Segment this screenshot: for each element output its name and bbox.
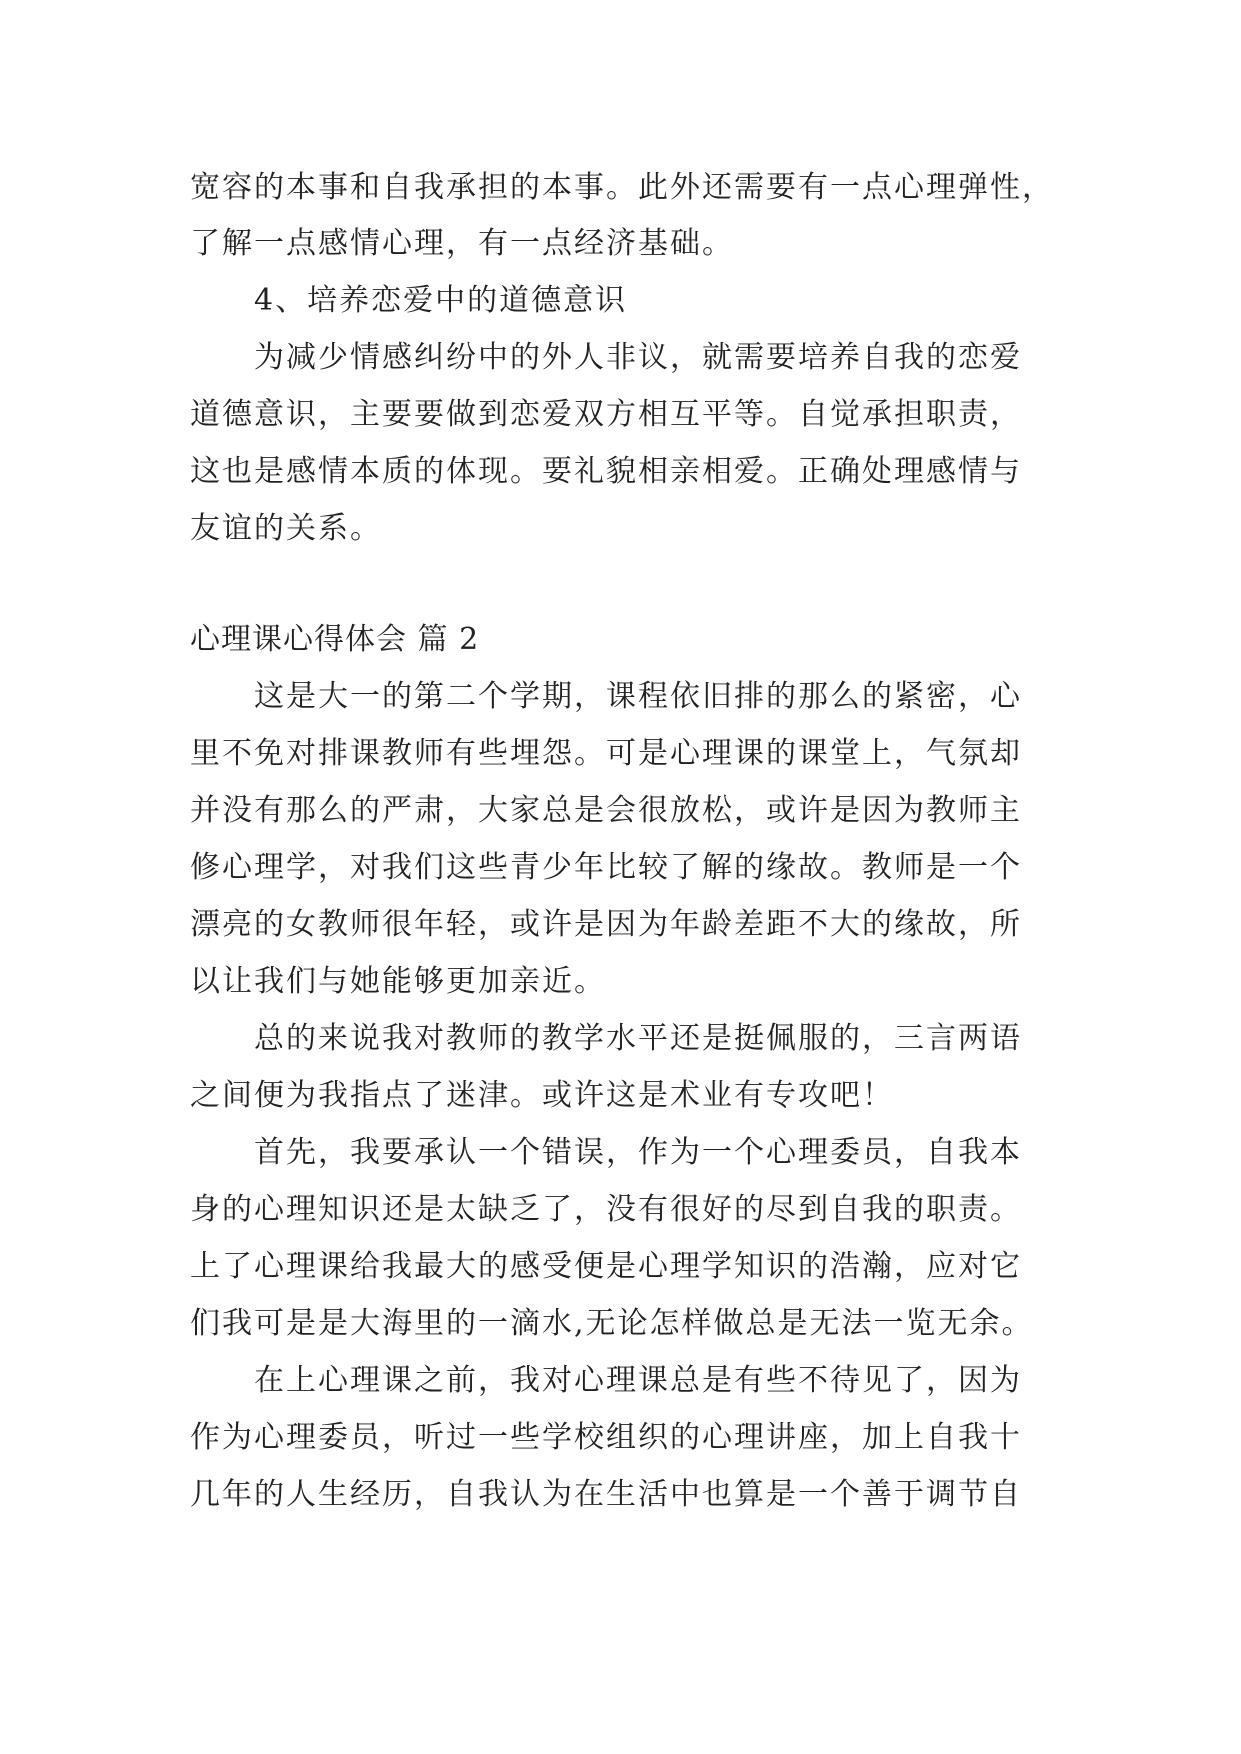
text-line: 身的心理知识还是太缺乏了，没有很好的尽到自我的职责。: [190, 1192, 1022, 1227]
text-line: 了解一点感情心理，有一点经济基础。: [190, 226, 734, 261]
section-heading: 4、培养恋爱中的道德意识: [254, 283, 628, 318]
text-line: 这是大一的第二个学期，课程依旧排的那么的紧密，心: [254, 679, 1022, 714]
text-line: 这也是感情本质的体现。要礼貌相亲相爱。正确处理感情与: [190, 454, 1022, 489]
text-line: 里不免对排课教师有些埋怨。可是心理课的课堂上，气氛却: [190, 736, 1022, 771]
text-line: 为减少情感纠纷中的外人非议，就需要培养自我的恋爱: [254, 340, 1022, 375]
chapter-title: 心理课心得体会 篇 2: [190, 622, 480, 657]
text-line: 几年的人生经历，自我认为在生活中也算是一个善于调节自: [190, 1477, 1022, 1512]
text-line: 漂亮的女教师很年轻，或许是因为年龄差距不大的缘故，所: [190, 907, 1022, 942]
text-line: 作为心理委员，听过一些学校组织的心理讲座，加上自我十: [190, 1420, 1022, 1455]
text-line: 宽容的本事和自我承担的本事。此外还需要有一点心理弹性，: [190, 170, 1054, 205]
text-line: 在上心理课之前，我对心理课总是有些不待见了，因为: [254, 1363, 1022, 1398]
text-line: 上了心理课给我最大的感受便是心理学知识的浩瀚，应对它: [190, 1249, 1022, 1284]
text-line: 首先，我要承认一个错误，作为一个心理委员，自我本: [254, 1135, 1022, 1170]
text-line: 友谊的关系。: [190, 511, 382, 546]
text-line: 们我可是是大海里的一滴水,无论怎样做总是无法一览无余。: [190, 1306, 1034, 1341]
text-line: 修心理学，对我们这些青少年比较了解的缘故。教师是一个: [190, 850, 1022, 885]
text-line: 以让我们与她能够更加亲近。: [190, 964, 606, 999]
text-line: 总的来说我对教师的教学水平还是挺佩服的，三言两语: [254, 1021, 1022, 1056]
text-line: 之间便为我指点了迷津。或许这是术业有专攻吧！: [190, 1078, 894, 1113]
text-line: 并没有那么的严肃，大家总是会很放松，或许是因为教师主: [190, 793, 1022, 828]
text-line: 道德意识，主要要做到恋爱双方相互平等。自觉承担职责，: [190, 397, 1022, 432]
